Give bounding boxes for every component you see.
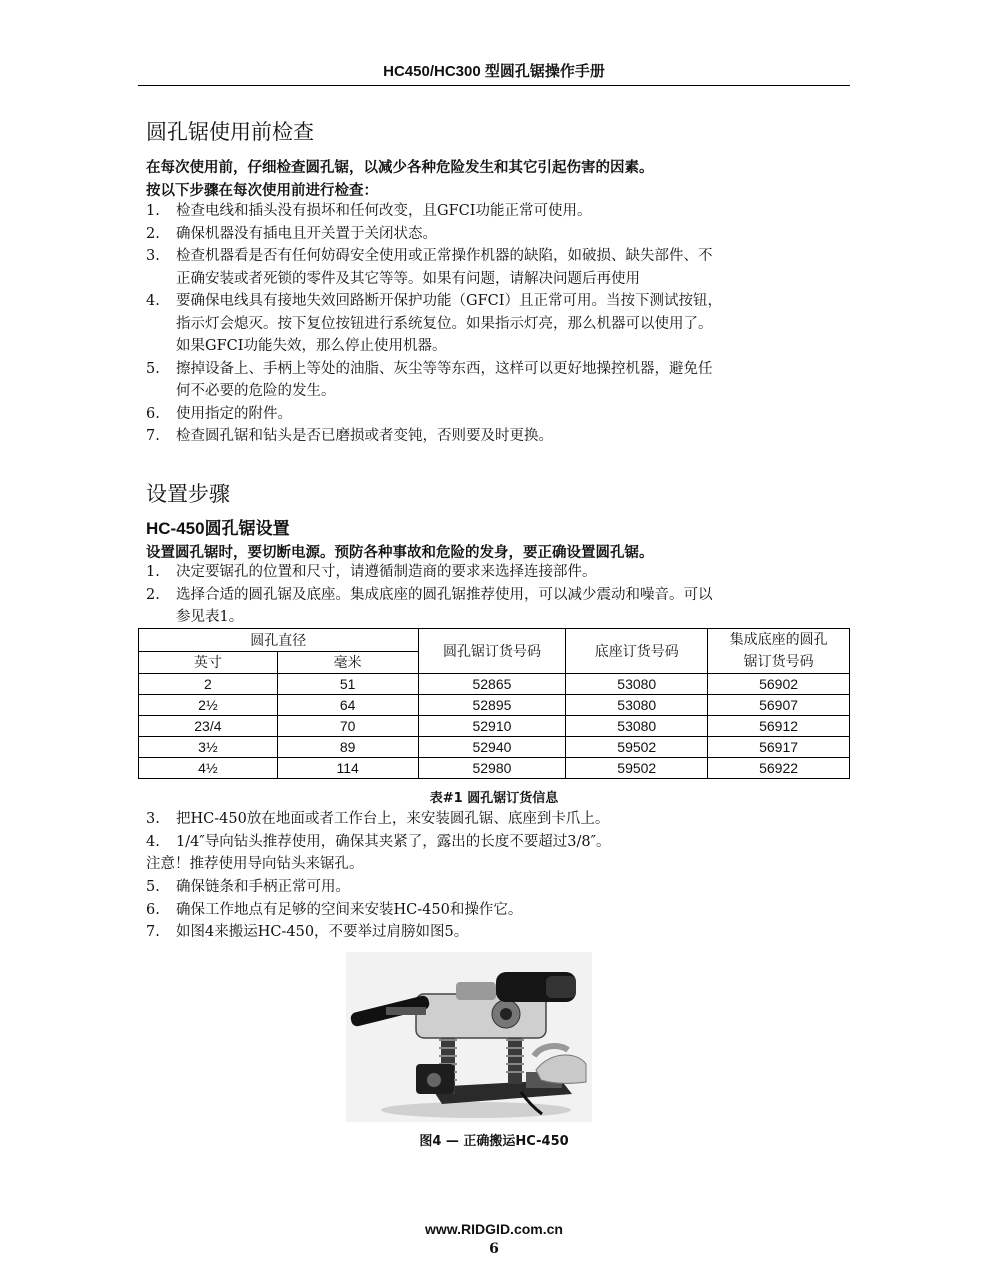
table-caption: 表#1 圆孔锯订货信息 bbox=[429, 791, 559, 806]
table-cell: 2½ bbox=[139, 695, 278, 716]
list-item-text: 擦掉设备上、手柄上等处的油脂、灰尘等等东西，这样可以更好地操控机器，避免任 bbox=[176, 360, 713, 377]
setup-warning: 设置圆孔锯时，要切断电源。预防各种事故和危险的发身，要正确设置圆孔锯。 bbox=[146, 545, 654, 561]
section-title-setup: 设置步骤 bbox=[146, 482, 230, 506]
table-row bbox=[139, 737, 850, 758]
list-item-text: 使用指定的附件。 bbox=[176, 405, 292, 422]
intro-line-2: 按以下步骤在每次使用前进行检查： bbox=[146, 183, 378, 199]
header-integrated-line2: 锯订货号码 bbox=[743, 654, 814, 670]
header-inch: 英寸 bbox=[139, 651, 278, 674]
header-integrated-order bbox=[708, 629, 850, 674]
list-item-text: 确保链条和手柄正常可用。 bbox=[176, 879, 350, 895]
list-item bbox=[146, 358, 846, 403]
table-cell: 64 bbox=[277, 695, 418, 716]
list-item-text: 选择合适的圆孔锯及底座。集成底座的圆孔锯推荐使用，可以减少震动和噪音。可以 bbox=[176, 586, 713, 603]
list-item-number: 6. bbox=[146, 901, 160, 918]
table-cell: 2 bbox=[139, 674, 278, 695]
list-item bbox=[146, 245, 846, 290]
list-item-number: 5. bbox=[146, 879, 160, 895]
table-cell: 89 bbox=[277, 737, 418, 758]
list-item bbox=[146, 831, 846, 854]
table-row bbox=[139, 716, 850, 737]
list-item-text: 检查机器看是否有任何妨碍安全使用或正常操作机器的缺陷，如破损、缺失部件、不 bbox=[176, 248, 713, 264]
list-item-text: 参见表1。 bbox=[176, 609, 244, 625]
list-item-number: 6. bbox=[146, 405, 160, 422]
page-header: HC450/HC300 型圆孔锯操作手册 bbox=[383, 63, 605, 80]
table-cell: 52980 bbox=[418, 758, 566, 779]
header-integrated-line1: 集成底座的圆孔 bbox=[729, 632, 828, 648]
section-title-pre-use-check: 圆孔锯使用前检查 bbox=[146, 120, 314, 144]
check-steps-list bbox=[146, 200, 846, 448]
table-row bbox=[139, 758, 850, 779]
table-cell: 52865 bbox=[418, 674, 566, 695]
subsection-title-hc450: HC-450圆孔锯设置 bbox=[146, 519, 290, 538]
figure-4-photo bbox=[346, 952, 592, 1122]
table-cell: 53080 bbox=[566, 695, 708, 716]
table-cell: 56907 bbox=[708, 695, 850, 716]
list-item bbox=[146, 808, 846, 831]
list-item-text: 检查圆孔锯和钻头是否已磨损或者变钝，否则要及时更换。 bbox=[176, 428, 553, 444]
table-cell: 52940 bbox=[418, 737, 566, 758]
list-item bbox=[146, 921, 846, 944]
list-item-number: 2. bbox=[146, 586, 160, 603]
table-cell: 52895 bbox=[418, 695, 566, 716]
table-cell: 70 bbox=[277, 716, 418, 737]
list-item-text: 把HC-450放在地面或者工作台上，来安装圆孔锯、底座到卡爪上。 bbox=[176, 811, 610, 827]
list-item-number: 4. bbox=[146, 833, 160, 850]
header-base-order: 底座订货号码 bbox=[566, 629, 708, 674]
note-line: 注意！推荐使用导向钻头来锯孔。 bbox=[146, 856, 364, 872]
list-item bbox=[146, 425, 846, 448]
list-item-number: 2. bbox=[146, 225, 160, 242]
list-item-text: 正确安装或者死锁的零件及其它等等。如果有问题，请解决问题后再使用 bbox=[176, 270, 640, 287]
table-cell: 114 bbox=[277, 758, 418, 779]
header-saw-order: 圆孔锯订货号码 bbox=[418, 629, 566, 674]
header-mm: 毫米 bbox=[277, 651, 418, 674]
table-body bbox=[139, 674, 850, 779]
table-cell: 52910 bbox=[418, 716, 566, 737]
list-item-number: 1. bbox=[146, 564, 160, 580]
table-cell: 59502 bbox=[566, 758, 708, 779]
table-cell: 53080 bbox=[566, 674, 708, 695]
table-row bbox=[139, 674, 850, 695]
list-item-text: 要确保电线具有接地失效回路断开保护功能（GFCI）且正常可用。当按下测试按钮， bbox=[176, 293, 722, 309]
table-row bbox=[139, 695, 850, 716]
list-item bbox=[146, 876, 846, 899]
list-item bbox=[146, 290, 846, 358]
list-item-number: 5. bbox=[146, 360, 160, 377]
table-cell: 56912 bbox=[708, 716, 850, 737]
list-item bbox=[146, 223, 846, 246]
list-item bbox=[146, 899, 846, 922]
list-item-number: 1. bbox=[146, 203, 160, 219]
list-item-text: 决定要锯孔的位置和尺寸，请遵循制造商的要求来选择连接部件。 bbox=[176, 564, 597, 580]
list-item bbox=[146, 200, 846, 223]
list-item-text: 如图4来搬运HC-450，不要举过肩膀如图5。 bbox=[176, 924, 469, 940]
hole-saw-machine-image bbox=[346, 952, 592, 1122]
page-number: 6 bbox=[489, 1241, 499, 1257]
table-cell: 4½ bbox=[139, 758, 278, 779]
list-item-number: 7. bbox=[146, 924, 160, 940]
list-item bbox=[146, 403, 846, 426]
table-cell: 56902 bbox=[708, 674, 850, 695]
list-item-text: 指示灯会熄灭。按下复位按钮进行系统复位。如果指示灯亮，那么机器可以使用了。 bbox=[176, 315, 713, 332]
table-cell: 3½ bbox=[139, 737, 278, 758]
figure-caption: 图4 — 正确搬运HC-450 bbox=[419, 1134, 569, 1149]
setup-steps-list-c bbox=[146, 876, 846, 944]
list-item-text: 检查电线和插头没有损坏和任何改变，且GFCI功能正常可使用。 bbox=[176, 203, 592, 219]
table-cell: 59502 bbox=[566, 737, 708, 758]
list-item-text: 如果GFCI功能失效，那么停止使用机器。 bbox=[176, 338, 447, 354]
table-cell: 51 bbox=[277, 674, 418, 695]
list-item-number: 3. bbox=[146, 248, 160, 264]
table-cell: 56922 bbox=[708, 758, 850, 779]
table-cell: 56917 bbox=[708, 737, 850, 758]
list-item-text: 1/4″导向钻头推荐使用，确保其夹紧了，露出的长度不要超过3/8″。 bbox=[176, 833, 611, 850]
footer-url: www.RIDGID.com.cn bbox=[425, 1221, 563, 1237]
header-hole-diameter: 圆孔直径 bbox=[139, 629, 419, 652]
setup-steps-list-b bbox=[146, 808, 846, 853]
list-item bbox=[146, 584, 846, 629]
list-item-text: 确保工作地点有足够的空间来安装HC-450和操作它。 bbox=[176, 901, 523, 918]
table-cell: 53080 bbox=[566, 716, 708, 737]
list-item-text: 何不必要的危险的发生。 bbox=[176, 383, 336, 399]
list-item-text: 确保机器没有插电且开关置于关闭状态。 bbox=[176, 225, 437, 242]
header-rule bbox=[138, 85, 850, 86]
setup-steps-list-a bbox=[146, 561, 846, 629]
list-item-number: 3. bbox=[146, 811, 160, 827]
order-info-table bbox=[138, 628, 850, 779]
intro-line-1: 在每次使用前，仔细检查圆孔锯，以减少各种危险发生和其它引起伤害的因素。 bbox=[146, 160, 654, 176]
table-cell: 23/4 bbox=[139, 716, 278, 737]
list-item-number: 7. bbox=[146, 428, 160, 444]
list-item bbox=[146, 561, 846, 584]
list-item-number: 4. bbox=[146, 293, 160, 309]
